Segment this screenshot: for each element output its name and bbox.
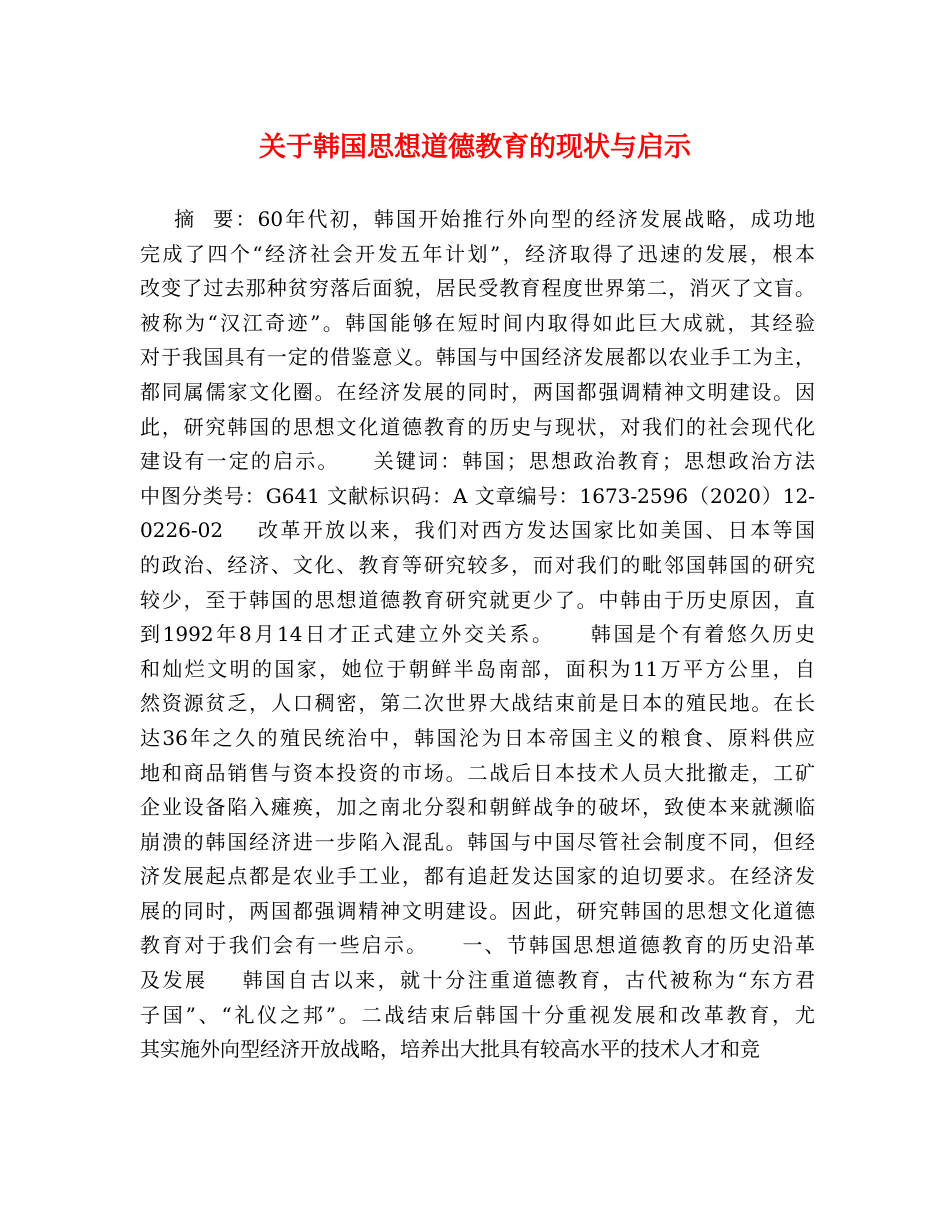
text-line: 崩溃的韩国经济进一步陷入混乱。韩国与中国尽管社会制度不同，但经 xyxy=(140,829,815,854)
text-line: 子国”、“礼仪之邦”。二战结束后韩国十分重视发展和改革教育，尤 xyxy=(140,1002,815,1027)
text-line: 改变了过去那种贫穷落后面貌，居民受教育程度世界第二，消灭了文盲。 xyxy=(140,276,815,301)
text-line: 展的同时，两国都强调精神文明建设。因此，研究韩国的思想文化道德 xyxy=(140,898,815,923)
text-line: 及发展 韩国自古以来，就十分注重道德教育，古代被称为“东方君 xyxy=(140,968,815,993)
text-line: 和灿烂文明的国家，她位于朝鲜半岛南部，面积为11万平方公里，自 xyxy=(140,656,815,681)
text-line: 中图分类号：G641 文献标识码：A 文章编号：1673-2596（2020）12- xyxy=(140,483,815,508)
text-line: 地和商品销售与资本投资的市场。二战后日本技术人员大批撤走，工矿 xyxy=(140,760,815,785)
text-line: 济发展起点都是农业手工业，都有追赶发达国家的迫切要求。在经济发 xyxy=(140,864,815,889)
text-line: 教育对于我们会有一些启示。 一、节韩国思想道德教育的历史沿革 xyxy=(140,933,815,958)
text-line: 达36年之久的殖民统治中，韩国沦为日本帝国主义的粮食、原料供应 xyxy=(140,725,815,750)
text-line: 被称为“汉江奇迹”。韩国能够在短时间内取得如此巨大成就，其经验 xyxy=(140,310,815,335)
text-line: 的政治、经济、文化、教育等研究较多，而对我们的毗邻国韩国的研究 xyxy=(140,552,815,577)
text-line: 到1992年8月14日才正式建立外交关系。 韩国是个有着悠久历史 xyxy=(140,622,815,647)
text-line: 企业设备陷入瘫痪，加之南北分裂和朝鲜战争的破坏，致使本来就濒临 xyxy=(140,795,815,820)
text-line: 较少，至于韩国的思想道德教育研究就更少了。中韩由于历史原因，直 xyxy=(140,587,815,612)
document-title: 关于韩国思想道德教育的现状与启示 xyxy=(259,132,691,163)
text-line: 此，研究韩国的思想文化道德教育的历史与现状，对我们的社会现代化 xyxy=(140,414,815,439)
text-line: 其实施外向型经济开放战略，培养出大批具有较高水平的技术人才和竞 xyxy=(140,1037,760,1062)
text-line: 对于我国具有一定的借鉴意义。韩国与中国经济发展都以农业手工为主， xyxy=(140,345,815,370)
text-line: 摘 要：60年代初，韩国开始推行外向型的经济发展战略，成功地 xyxy=(140,207,815,231)
text-line: 0226-02 改革开放以来，我们对西方发达国家比如美国、日本等国 xyxy=(140,518,815,543)
text-line: 完成了四个“经济社会开发五年计划”，经济取得了迅速的发展，根本 xyxy=(140,241,815,266)
text-line: 建设有一定的启示。 关键词：韩国；思想政治教育；思想政治方法 xyxy=(140,449,815,474)
text-line: 都同属儒家文化圈。在经济发展的同时，两国都强调精神文明建设。因 xyxy=(140,379,815,404)
text-line: 然资源贫乏，人口稠密，第二次世界大战结束前是日本的殖民地。在长 xyxy=(140,691,815,716)
document-body xyxy=(140,202,815,1067)
